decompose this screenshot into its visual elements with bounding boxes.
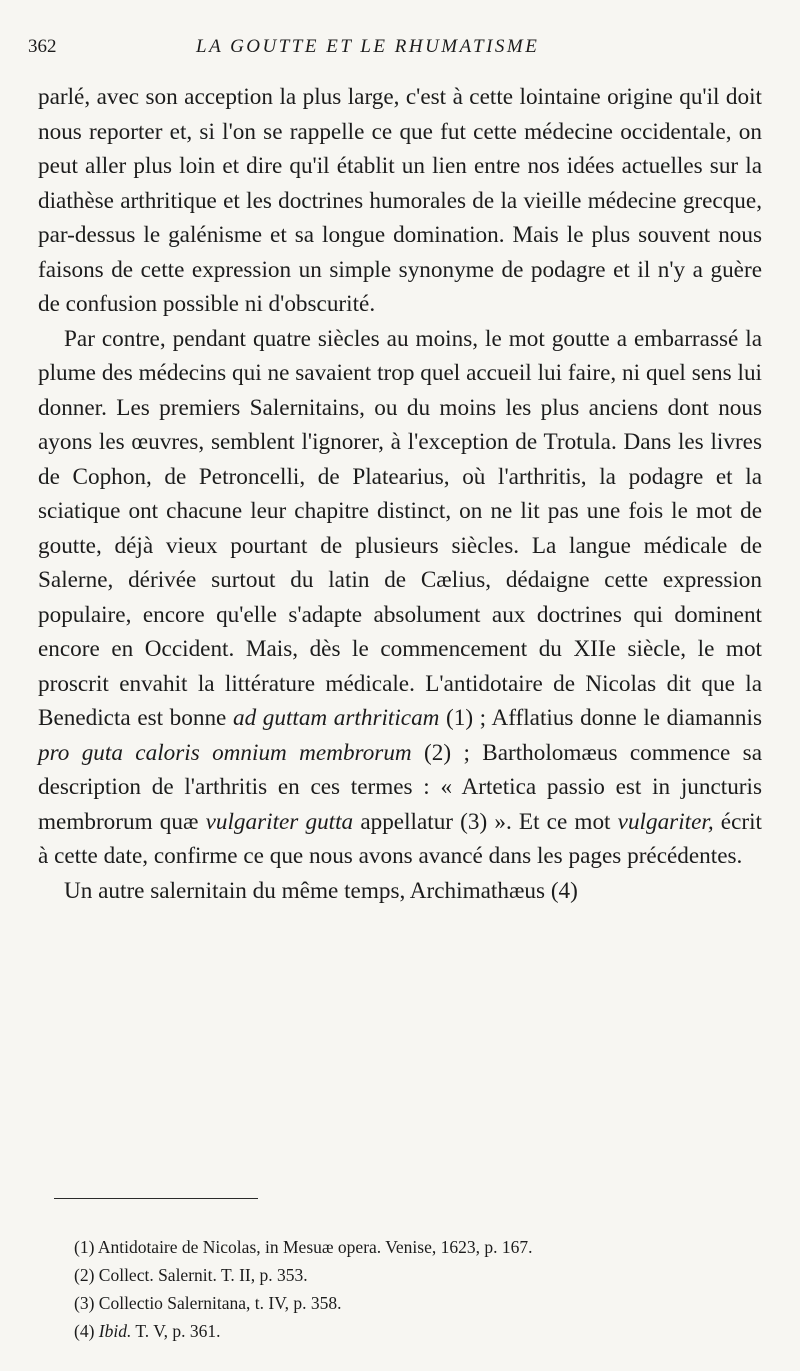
footnote-2 [74, 1261, 754, 1289]
page-header [28, 36, 768, 66]
running-title: LA GOUTTE ET LE RHUMATISME [196, 36, 540, 57]
paragraph-2 [38, 322, 762, 874]
p2-text-4: appellatur (3) ». Et ce mot [353, 808, 618, 835]
footnote-marker: (4) [74, 1321, 95, 1341]
p2-italic-1: ad guttam arthriticam [232, 705, 440, 731]
footnote-1 [74, 1233, 754, 1261]
p2-italic-3: vulgariter gutta [205, 808, 354, 835]
footnotes [74, 1233, 754, 1345]
paragraph-1: parlé, avec son acception la plus large, c'est à cette lointaine origine qu'il doit nous reporter et, si l'on se rappelle ce que fut cette médecine occidentale, on peut aller plus loin et dire qu'il établit un lien entre nos idées actuelles sur la diathèse arthritique et les doctrines humorales de la vieille médecine grecque, par-dessus le galénisme et sa longue domination. Mais le plus souvent nous faisons de cette expression un simple synonyme de podagre et il n'y a guère de confusion possible ni d'obscurité. [38, 84, 762, 317]
footnote-text: Collect. Salernit. T. II, p. 353. [98, 1265, 308, 1285]
footnote-text: T. V, p. 361. [131, 1321, 221, 1341]
paragraph-3: Un autre salernitain du même temps, Archimathæus (4) [64, 877, 578, 904]
footnote-text: Collectio Salernitana, t. IV, p. 358. [98, 1293, 342, 1313]
p2-text-1: Par contre, pendant quatre siècles au moins, le mot goutte a embarrassé la plume des médecins qui ne savaient trop quel accueil lui faire, ni quel sens lui donner. Les premiers Salernitains, ou du moins les plus anciens dont nous ayons les œuvres, semblent l'ignorer, à l'exception de Trotula. Dans les livres de Cophon, de Petroncelli, de Platearius, où l'arthritis, la podagre et la sciatique ont chacune leur chapitre distinct, on ne lit pas une fois le mot de goutte, déjà vieux pourtant de plusieurs siècles. La langue médicale de Salerne, dérivée surtout du latin de Cælius, dédaigne cette expression populaire, encore qu'elle s'adapte absolument aux doctrines qui dominent encore en Occident. Mais, dès le commencement du XIIe siècle, le mot proscrit envahit la littérature médicale. L'antidotaire de Nicolas dit que la Benedicta est bonne [38, 325, 762, 731]
footnote-text: Antidotaire de Nicolas, in Mesuæ opera. Venise, 1623, p. 167. [97, 1237, 533, 1257]
p2-text-3: (2) ; Bartholomæus commence sa description de l'arthritis en ces termes : « Artetica passio est in juncturis membrorum quæ [38, 739, 762, 835]
footnote-4 [74, 1317, 754, 1345]
footnote-marker: (1) [74, 1237, 95, 1257]
footnote-marker: (2) [74, 1265, 95, 1285]
footnote-rule [54, 1198, 258, 1199]
footnote-3 [74, 1289, 754, 1317]
body-text [38, 80, 762, 908]
footnote-marker: (3) [74, 1293, 95, 1313]
p2-italic-4: vulgariter, [617, 808, 714, 835]
p2-text-2: (1) ; Afflatius donne le diamannis [439, 705, 762, 731]
p2-text-5: écrit à cette date, confirme ce que nous avons avancé dans les pages précédentes. [38, 808, 762, 869]
footnote-ibid: Ibid. [98, 1321, 132, 1341]
page-number: 362 [28, 36, 57, 57]
p2-italic-2: pro guta caloris omnium membrorum [38, 739, 412, 766]
